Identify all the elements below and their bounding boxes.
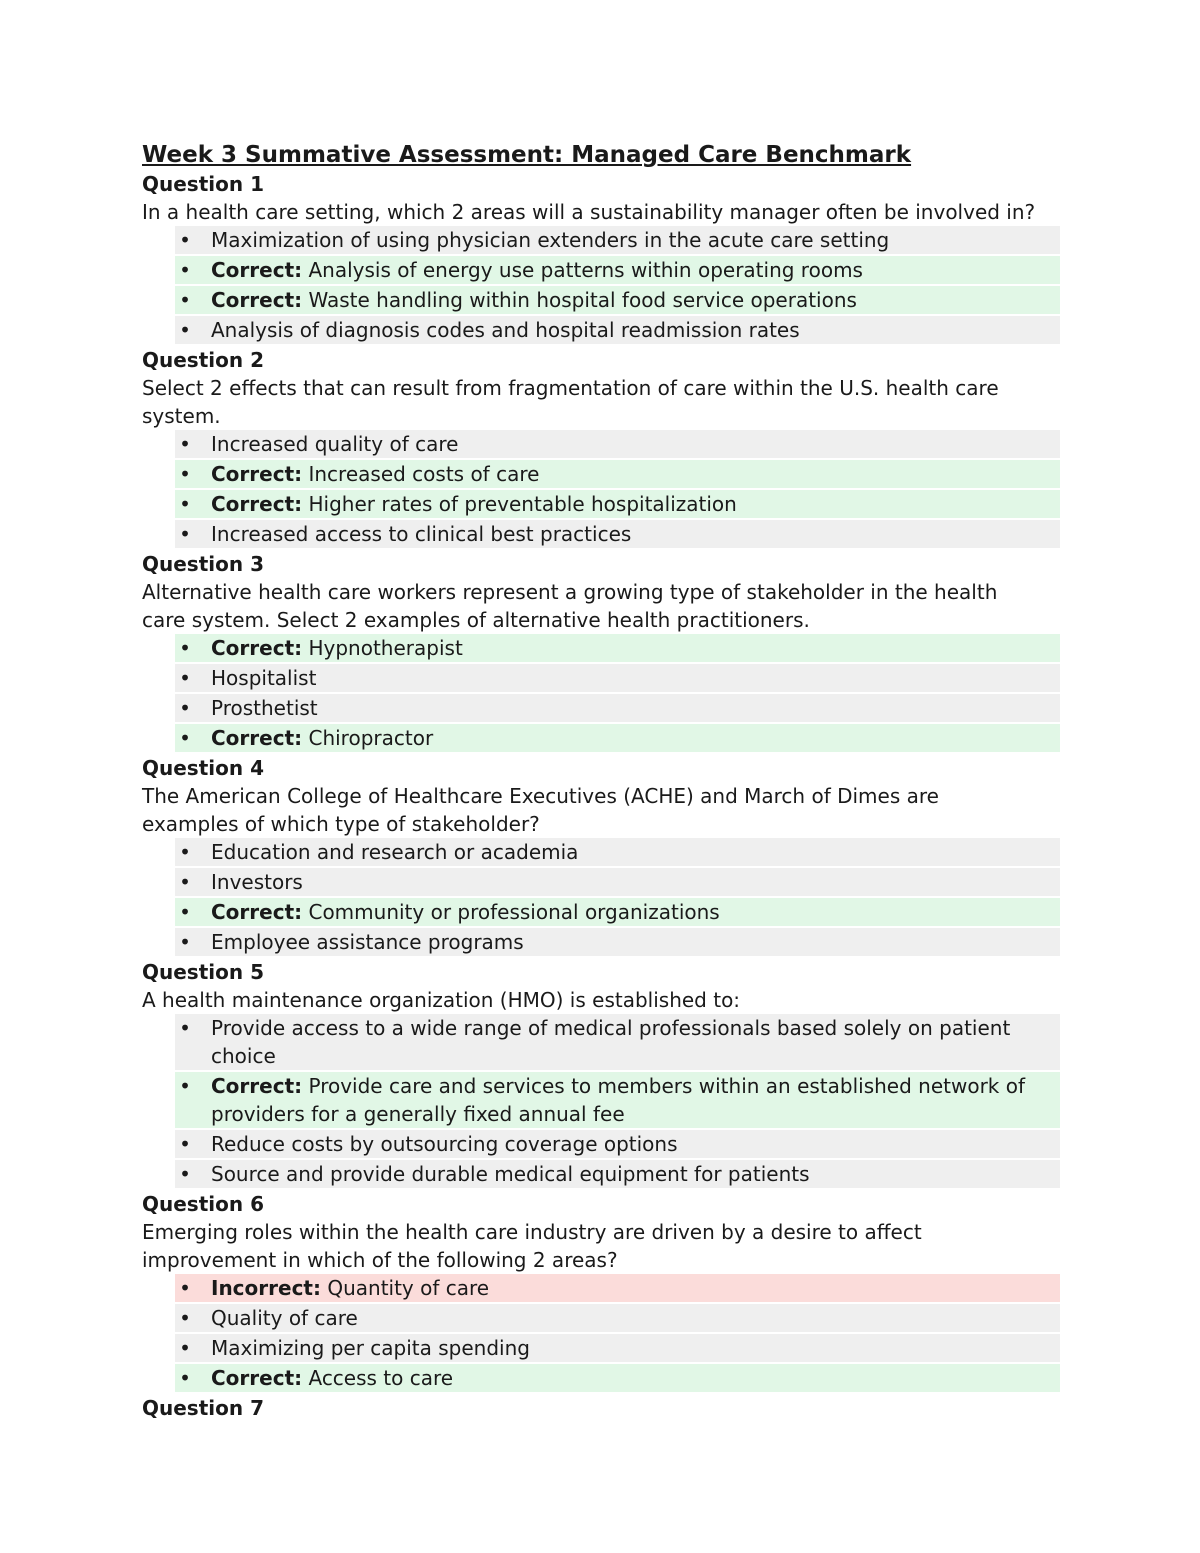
question-label: Question 3 [142,552,264,576]
answer-option-neutral [175,1334,1060,1364]
answer-status-tag: Correct: [211,1074,303,1098]
answer-text: Increased access to clinical best practices [211,522,632,546]
answer-text: Hospitalist [211,666,317,690]
answer-option-correct [175,1364,1060,1394]
answer-text: Reduce costs by outsourcing coverage options [211,1132,678,1156]
bullet-icon: • [179,930,191,954]
bullet-icon: • [179,522,191,546]
question-text: Emerging roles within the health care industry are driven by a desire to affect improvement in which of the following 2 areas? [142,1220,922,1272]
answer-option-neutral [175,1014,1060,1072]
bullet-icon: • [179,318,191,342]
answer-text: Provide access to a wide range of medical professionals based solely on patient choice [211,1016,1011,1068]
bullet-icon: • [179,258,191,282]
bullet-icon: • [179,666,191,690]
question-label: Question 7 [142,1396,264,1420]
bullet-icon: • [179,492,191,516]
answer-option-correct [175,490,1060,520]
question-list [142,170,1060,1422]
answer-status-tag: Correct: [211,636,303,660]
answer-option-neutral [175,928,1060,958]
answer-option-neutral [175,868,1060,898]
answer-option-correct [175,724,1060,754]
bullet-icon: • [179,1366,191,1390]
bullet-icon: • [179,462,191,486]
answer-option-correct [175,286,1060,316]
question-label: Question 1 [142,172,264,196]
bullet-icon: • [179,432,191,456]
question-label: Question 6 [142,1192,264,1216]
answer-text: Maximization of using physician extenders in the acute care setting [211,228,890,252]
question-label: Question 2 [142,348,264,372]
question-text: In a health care setting, which 2 areas will a sustainability manager often be involved in? [142,200,1036,224]
answer-option-correct [175,898,1060,928]
answer-list [142,1274,1060,1394]
answer-text: Hypnotherapist [308,636,463,660]
question-text: A health maintenance organization (HMO) is established to: [142,988,741,1012]
answer-text: Provide care and services to members within an established network of providers for a generally fixed annual fee [211,1074,1026,1126]
answer-status-tag: Incorrect: [211,1276,321,1300]
answer-option-neutral [175,430,1060,460]
bullet-icon: • [179,1336,191,1360]
answer-option-correct [175,1072,1060,1130]
answer-option-neutral [175,226,1060,256]
answer-text: Quality of care [211,1306,358,1330]
answer-option-neutral [175,316,1060,346]
answer-text: Increased quality of care [211,432,459,456]
bullet-icon: • [179,288,191,312]
answer-text: Access to care [308,1366,454,1390]
answer-status-tag: Correct: [211,258,303,282]
answer-option-correct [175,460,1060,490]
bullet-icon: • [179,726,191,750]
answer-status-tag: Correct: [211,462,303,486]
question-block [142,170,1060,346]
answer-text: Increased costs of care [308,462,540,486]
answer-text: Prosthetist [211,696,318,720]
bullet-icon: • [179,1162,191,1186]
answer-text: Analysis of energy use patterns within operating rooms [308,258,863,282]
answer-list [142,226,1060,346]
answer-text: Community or professional organizations [308,900,720,924]
bullet-icon: • [179,1016,191,1040]
answer-status-tag: Correct: [211,492,303,516]
question-block [142,958,1060,1190]
answer-text: Education and research or academia [211,840,579,864]
question-text: Alternative health care workers represent a growing type of stakeholder in the health care system. Select 2 examples of alternative health practitioners. [142,580,998,632]
bullet-icon: • [179,840,191,864]
bullet-icon: • [179,1276,191,1300]
question-label: Question 4 [142,756,264,780]
bullet-icon: • [179,228,191,252]
answer-text: Maximizing per capita spending [211,1336,530,1360]
bullet-icon: • [179,870,191,894]
answer-option-neutral [175,1160,1060,1190]
document-title: Week 3 Summative Assessment: Managed Care Benchmark [142,142,912,168]
bullet-icon: • [179,696,191,720]
answer-option-neutral [175,1304,1060,1334]
question-block [142,1190,1060,1394]
bullet-icon: • [179,1306,191,1330]
answer-list [142,838,1060,958]
answer-status-tag: Correct: [211,726,303,750]
answer-status-tag: Correct: [211,1366,303,1390]
bullet-icon: • [179,1074,191,1098]
document-content [142,140,1060,1422]
question-block [142,1394,1060,1422]
answer-list [142,1014,1060,1190]
answer-option-neutral [175,1130,1060,1160]
answer-option-neutral [175,838,1060,868]
question-label: Question 5 [142,960,264,984]
answer-option-correct [175,256,1060,286]
answer-text: Source and provide durable medical equipment for patients [211,1162,810,1186]
question-block [142,754,1060,958]
bullet-icon: • [179,636,191,660]
question-block [142,346,1060,550]
answer-list [142,634,1060,754]
answer-option-neutral [175,664,1060,694]
answer-option-neutral [175,694,1060,724]
answer-text: Investors [211,870,303,894]
bullet-icon: • [179,900,191,924]
answer-text: Chiropractor [308,726,434,750]
answer-option-incorrect [175,1274,1060,1304]
bullet-icon: • [179,1132,191,1156]
answer-text: Higher rates of preventable hospitalization [308,492,737,516]
answer-option-neutral [175,520,1060,550]
answer-text: Analysis of diagnosis codes and hospital readmission rates [211,318,800,342]
answer-option-correct [175,634,1060,664]
answer-status-tag: Correct: [211,288,303,312]
question-text: The American College of Healthcare Executives (ACHE) and March of Dimes are examples of which type of stakeholder? [142,784,939,836]
answer-text: Quantity of care [327,1276,490,1300]
question-block [142,550,1060,754]
question-text: Select 2 effects that can result from fragmentation of care within the U.S. health care system. [142,376,999,428]
answer-status-tag: Correct: [211,900,303,924]
answer-text: Employee assistance programs [211,930,524,954]
answer-text: Waste handling within hospital food service operations [308,288,857,312]
answer-list [142,430,1060,550]
